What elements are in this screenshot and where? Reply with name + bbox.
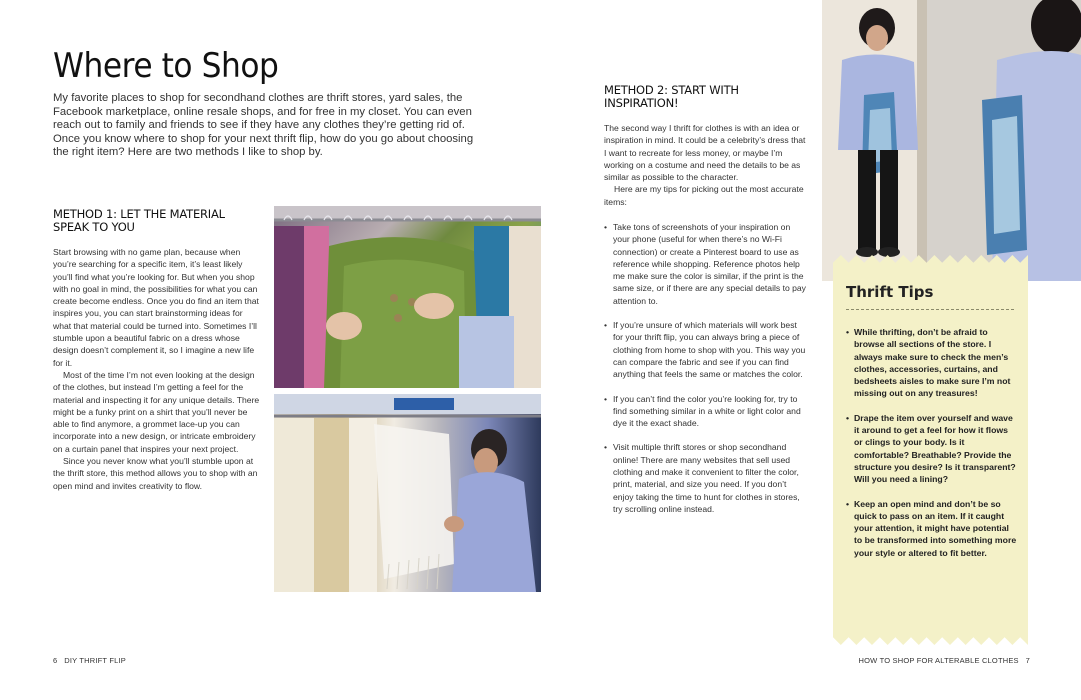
list-item: • Drape the item over yourself and wave it around to get a feel for how it flows or clings to your body. Is it comfortable? Breathable? Provide the structure you desire? Is it transparent? Will you need a lining? [846, 412, 1018, 486]
method2-tips-list [604, 221, 809, 527]
method2-paragraph: Here are my tips for picking out the most accurate items: [604, 184, 804, 207]
method2-paragraph: The second way I thrift for clothes is with an idea or inspiration in mind. It could be a celebrity’s dress that I want to recreate for less money, or maybe I’m working on a costume and need the details to be as similar as possible to the character. [604, 123, 806, 183]
mirror-scene-illustration [822, 0, 1081, 281]
method1-paragraph: Since you never know what you’ll stumble upon at the thrift store, this method allows you to shop with an open mind and invites creativity to flow. [53, 456, 258, 491]
running-title-left: DIY THRIFT FLIP [64, 656, 126, 665]
list-item: • If you’re unsure of which materials will work best for your thrift flip, you can always bring a piece of clothing from home to shop with you. This way you can compare the fabric and see if you can find anything that feels the same or matches the color. [604, 319, 809, 380]
photo-lace-curtain-browsing [274, 394, 541, 592]
list-item: • If you can’t find the color you’re looking for, try to find something similar in a white or light color and dye it the exact shade. [604, 393, 809, 430]
list-item: • While thrifting, don’t be afraid to browse all sections of the store. I always make sure to check the men’s clothes, accessories, curtains, and bedsheets aisles to make sure I’m not missing out on any treasures! [846, 326, 1018, 400]
page-number-left: 6 [53, 656, 58, 665]
clothes-rack-illustration [274, 206, 541, 388]
page-number-right: 7 [1025, 656, 1030, 665]
method1-heading: METHOD 1: LET THE MATERIAL SPEAK TO YOU [53, 207, 225, 234]
footer-right [859, 656, 1030, 665]
intro-paragraph: My favorite places to shop for secondhand clothes are thrift stores, yard sales, the Facebook marketplace, online resale shops, and for free in my closet. You can even reach out to family and friends to see if they have any clothes they’re getting rid of. Once you know where to shop for your next thrift flip, how do you go about choosing the right item? Here are two methods I like to shop by. [53, 92, 474, 158]
photo-mirror-draping [822, 0, 1081, 281]
method1-paragraph: Most of the time I’m not even looking at the design of the clothes, but instead I’m getting a feel for the material and inspecting it for any unique details. There might be a funky print on a shirt that you’ll never be able to find anymore, a grommet lace-up you can incorporate into a new design, or intricate embroidery on a curtain panel that inspires your next project. [53, 369, 260, 454]
method2-heading: METHOD 2: START WITH INSPIRATION! [604, 83, 739, 110]
list-item: • Visit multiple thrift stores or shop secondhand online! There are many websites that sell used clothing and make it convenient to filter the color, print, material, and size you need. If you don’t enjoy taking the time to hunt for clothes in stores, try scrolling online instead. [604, 441, 809, 515]
footer-left [53, 656, 126, 665]
method1-paragraph: Start browsing with no game plan, because when you’re searching for a specific item, it’s least likely you’ll find what you’re looking for. But when you shop with no goal in mind, the possibilities for what you can create become endless. Once you do find an item that inspires you, you can start brainstorming ideas for what that material could be turned into. Sometimes I’ll stumble upon a beautiful fabric on a dress whose design doesn’t complement it, so I imagine a new life for it. [53, 247, 259, 368]
photo-green-sweater-rack [274, 206, 541, 388]
list-item: • Take tons of screenshots of your inspiration on your phone (useful for when there’s no Wi-Fi connection) or create a Pinterest board to use as reference while shopping. Reference photos help me make sure the color is similar, if the print is the same size, or if there are any special details to pay attention to. [604, 221, 809, 307]
list-item: • Keep an open mind and don’t be so quick to pass on an item. If it caught your attention, it might have potential to be transformed into something more your style or altered to fit better. [846, 498, 1018, 559]
thrift-tips-list [846, 326, 1018, 571]
running-title-right: HOW TO SHOP FOR ALTERABLE CLOTHES [858, 656, 1019, 665]
method1-body [53, 246, 263, 492]
method2-body [604, 122, 809, 208]
thrift-tips-title: Thrift Tips [846, 283, 934, 301]
curtain-aisle-illustration [274, 394, 541, 592]
thrift-tips-divider [846, 309, 1014, 310]
page-title: Where to Shop [53, 46, 279, 86]
